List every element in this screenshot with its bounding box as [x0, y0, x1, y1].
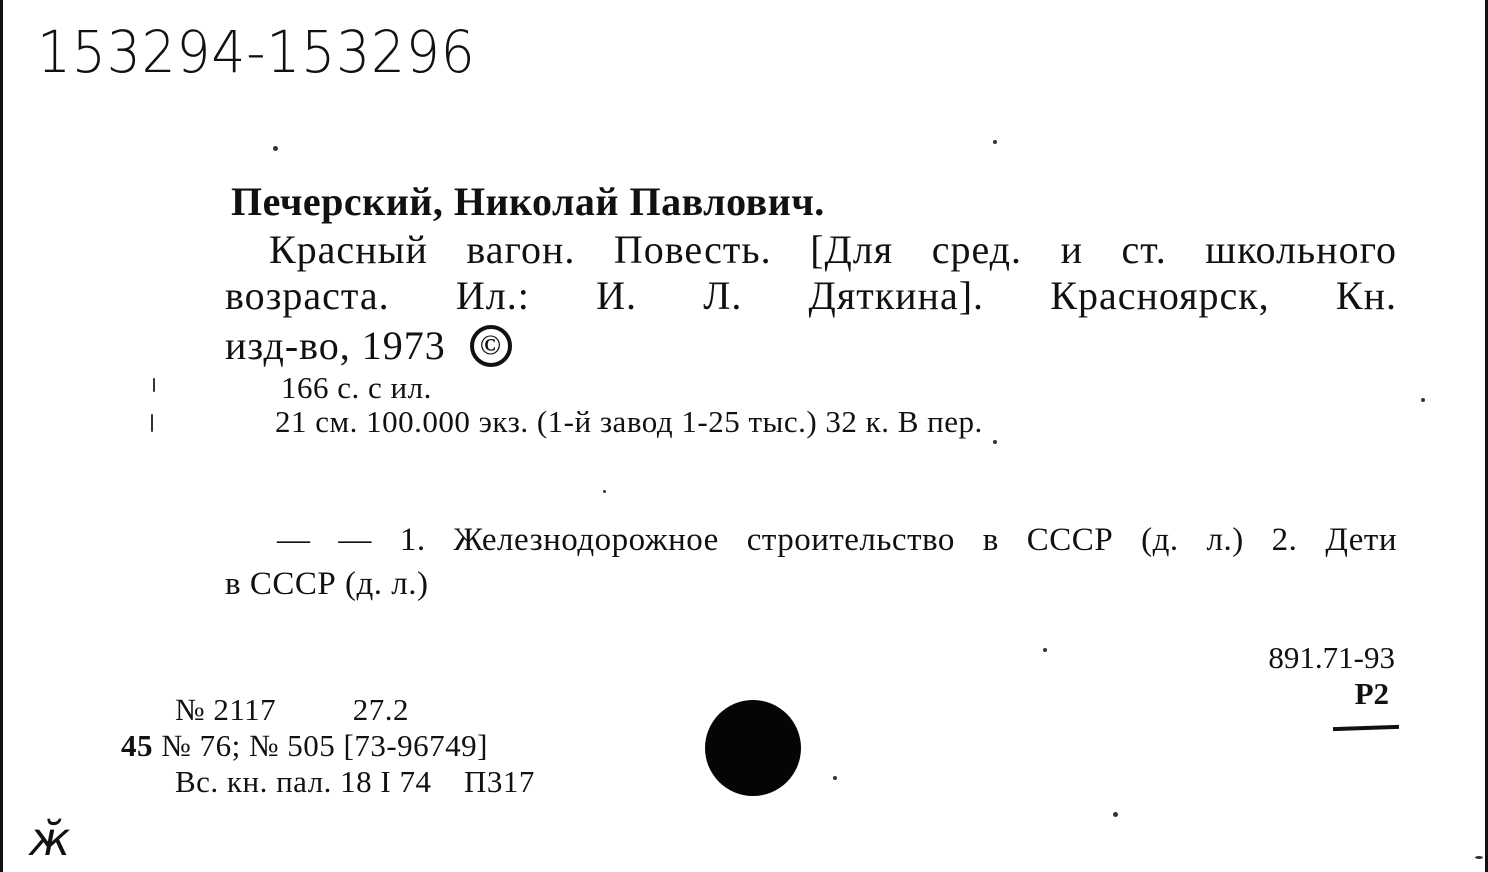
speck: [833, 776, 837, 780]
registry-numbers: № 76; № 505 [73-96749]: [161, 728, 488, 763]
margin-handwritten-mark: ӂ: [29, 812, 71, 866]
order-number: № 2117: [175, 692, 277, 727]
footer-chamber-line: [175, 764, 535, 800]
title-line-3: [225, 322, 512, 371]
copyright-icon: ©: [470, 325, 512, 367]
speck: [151, 414, 153, 432]
speck: [273, 146, 278, 151]
title-line-2: возраста. Ил.: И. Л. Дяткина]. Красноярск, Кн.: [225, 273, 1397, 318]
author-mark: Р2: [1354, 676, 1389, 711]
footer-registry-line: [121, 728, 488, 764]
speck: [1113, 812, 1118, 817]
subjects-line-1: — — 1. Железнодорожное строительство в СССР (д. л.) 2. Дети: [277, 522, 1397, 558]
side-number: 45: [121, 728, 153, 763]
speck: [1043, 648, 1047, 652]
subjects-line-2: в СССР (д. л.): [225, 566, 429, 602]
speck: [153, 378, 155, 392]
print-code: П317: [464, 764, 535, 799]
title-line-1: Красный вагон. Повесть. [Для сред. и ст. школьного: [269, 227, 1397, 272]
speck: [603, 490, 606, 493]
author-mark-underline: [1333, 725, 1399, 731]
speck: [993, 140, 997, 144]
book-chamber-ref: Вс. кн. пал. 18 I 74: [175, 764, 432, 799]
classification-number: 891.71-93: [1268, 640, 1395, 675]
footer-order-line: [175, 692, 409, 728]
author-heading: Печерский, Николай Павлович.: [231, 179, 825, 224]
physical-specs: 21 см. 100.000 экз. (1-й завод 1-25 тыс.) 32 к. В пер.: [275, 404, 983, 439]
speck: [993, 440, 997, 444]
speck: [1421, 398, 1425, 402]
imprint-year: изд-во, 1973: [225, 323, 446, 368]
punch-hole: [705, 700, 801, 796]
pagination: 166 с. с ил.: [281, 370, 432, 405]
order-value: 27.2: [352, 692, 409, 727]
handwritten-accession-number: 153294-153296: [37, 18, 476, 86]
speck: [1475, 856, 1483, 859]
